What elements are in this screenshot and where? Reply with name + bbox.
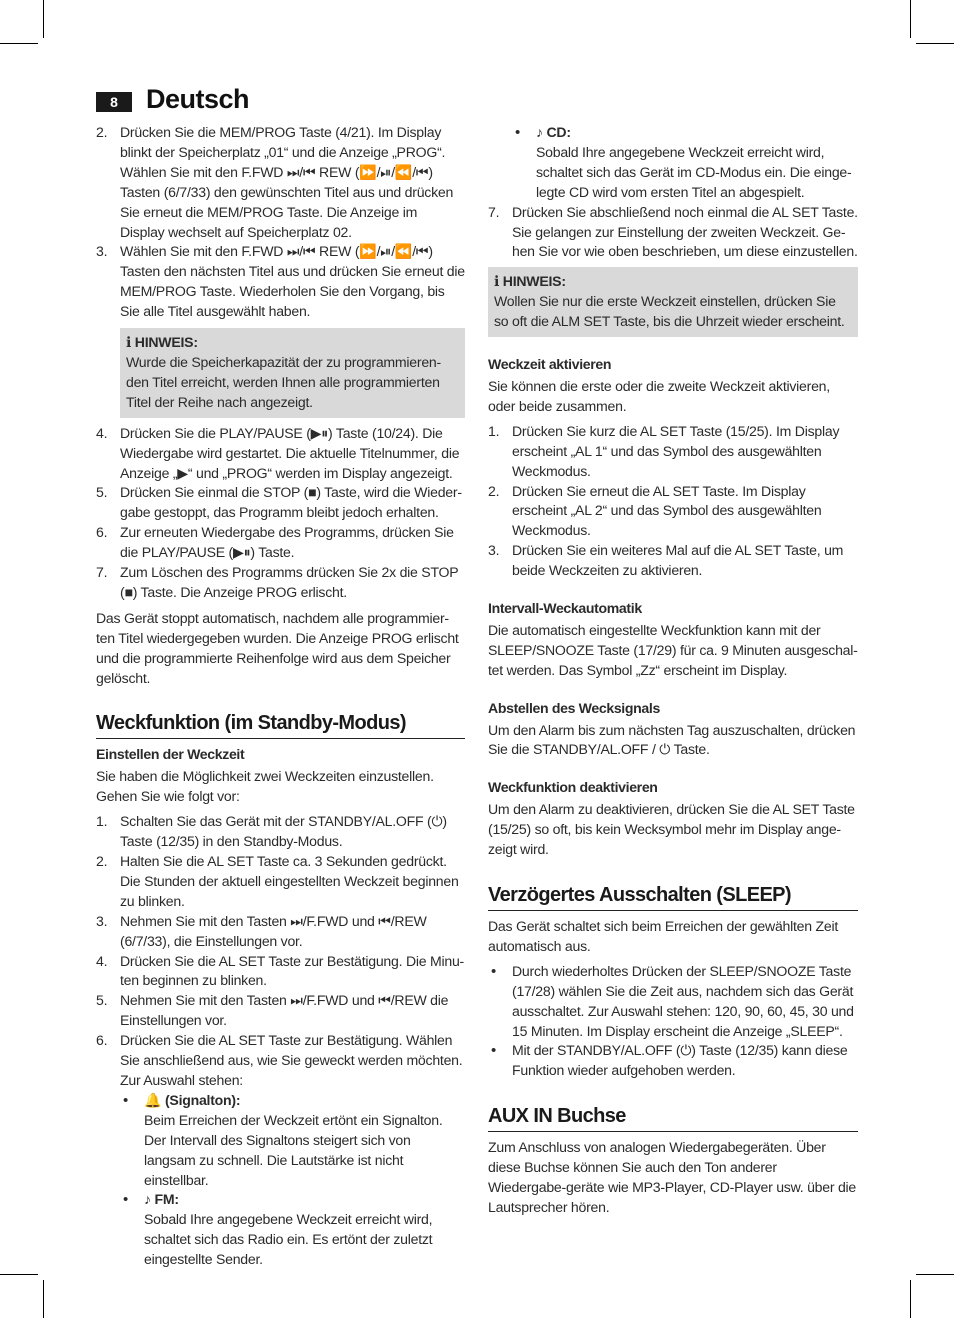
- hint-title: ℹ HINWEIS:: [126, 334, 198, 351]
- list-item: 3. Drücken Sie ein weiteres Mal auf die AL SET Taste, um beide Weckzeiten zu aktivieren.: [488, 542, 844, 579]
- paragraph: Sie haben die Möglichkeit zwei Weckzeiten einzustellen. Gehen Sie wie folgt vor:: [96, 768, 434, 805]
- info-icon: ℹ: [494, 273, 500, 290]
- bullet-list: [512, 123, 858, 203]
- bell-icon: 🔔: [144, 1091, 162, 1108]
- bullet-icon: •: [123, 1091, 129, 1109]
- crop-mark: [0, 1274, 38, 1275]
- list-item: 5. Drücken Sie einmal die STOP (■) Taste, wird die Wieder-gabe gestoppt, das Programm bleibt jedoch erhalten.: [96, 484, 462, 521]
- list-item: 7. Drücken Sie abschließend noch einmal die AL SET Taste. Sie gelangen zur Einstellung der zweiten Weckzeit. Ge-hen Sie vor wie oben beschrieben, um diese einzustellen.: [488, 203, 858, 260]
- list-item: 7. Zum Löschen des Programms drücken Sie 2x die STOP (■) Taste. Die Anzeige PROG erlischt.: [96, 564, 459, 600]
- hint-text: Wurde die Speicherkapazität der zu programmieren-den Titel erreicht, werden Ihnen alle programmierten Titel der Reihe nach angezeigt.: [126, 353, 441, 410]
- list-item: 3. Wählen Sie mit den F.FWD ⏭/⏮ REW (⏩/⏯/⏪/⏮) Tasten den nächsten Titel aus und drücken Sie erneut die MEM/PROG Taste. Wiederholen Sie den Vorgang, bis Sie alle Titel ausgewählt haben.: [96, 243, 465, 320]
- bullet-icon: •: [491, 962, 497, 980]
- list-item: 4. Drücken Sie die PLAY/PAUSE (▶⏸) Taste (10/24). Die Wiedergabe wird gestartet. Die aktuelle Titelnummer, die Anzeige „▶“ und „PROG“ werden im Display angezeigt.: [96, 424, 460, 481]
- list-item: • Durch wiederholtes Drücken der SLEEP/SNOOZE Taste (17/28) wählen Sie die Zeit aus, nachdem sich das Gerät ausschaltet. Zur Auswahl stehen: 120, 90, 60, 45, 30 und 15 Minuten. Im Display erscheint die Anzeige „SLEEP“.: [491, 962, 854, 1039]
- numbered-list: [96, 123, 465, 322]
- list-item: 3. Nehmen Sie mit den Tasten ⏭/F.FWD und ⏮/REW (6/7/33), die Einstellungen vor.: [96, 912, 427, 949]
- hint-box: [120, 328, 465, 418]
- hint-title: ℹ HINWEIS:: [494, 273, 566, 290]
- paragraph: Das Gerät stoppt automatisch, nachdem alle programmier-ten Titel wiedergegeben wurden. Die Anzeige PROG erlischt und die programmierte Reihenfolge wird aus dem Speicher gelöscht.: [96, 609, 459, 686]
- crop-mark: [916, 43, 954, 44]
- section-heading: Weckfunktion (im Standby-Modus): [96, 710, 465, 739]
- paragraph: Zum Anschluss von analogen Wiedergabegeräten. Über diese Buchse können Sie auch den Ton anderer Wiedergabe-geräte wie MP3-Player, CD-Player usw. über die Lautsprecher hören.: [488, 1139, 857, 1215]
- subheading: Weckfunktion deaktivieren: [488, 779, 658, 796]
- bullet-list: [120, 1091, 465, 1270]
- hint-text: Wollen Sie nur die erste Weckzeit einstellen, drücken Sie so oft die ALM SET Taste, bis die Uhrzeit wieder erscheint.: [494, 293, 845, 330]
- bullet-icon: •: [491, 1042, 497, 1060]
- list-item: • Mit der STANDBY/AL.OFF (⏻) Taste (12/35) kann diese Funktion wieder aufgehoben werden.: [491, 1042, 848, 1079]
- list-item: 1. Drücken Sie kurz die AL SET Taste (15/25). Im Display erscheint „AL 1“ und das Symbol des ausgewählten Weckmodus.: [488, 422, 840, 479]
- numbered-list: [488, 203, 858, 263]
- subheading: Intervall-Weckautomatik: [488, 600, 642, 617]
- list-item: • ♪ CD: Sobald Ihre angegebene Weckzeit erreicht wird, schaltet sich das Gerät im CD-Modus ein. Die einge-legte CD wird vom ersten Titel an abgespielt.: [515, 124, 852, 200]
- subheading: Abstellen des Wecksignals: [488, 699, 660, 716]
- page-number: 8: [96, 92, 132, 112]
- bullet-list: [488, 962, 858, 1081]
- list-item: 1. Schalten Sie das Gerät mit der STANDBY/AL.OFF (⏻) Taste (12/35) in den Standby-Modus.: [96, 813, 447, 850]
- list-item: 2. Drücken Sie die MEM/PROG Taste (4/21). Im Display blinkt der Speicherplatz „01“ und die Anzeige „PROG“. Wählen Sie mit den F.FWD ⏭/⏮ REW (⏩/⏯/⏪/⏮) Tasten (6/7/33) den gewünschten Titel aus und drücken Sie erneut die MEM/PROG Taste. Die Anzeige im Display wechselt auf Speicherplatz 02.: [96, 124, 454, 240]
- list-item: • 🔔 (Signalton): Beim Erreichen der Weckzeit ertönt ein Signalton. Der Intervall des Signaltons steigert sich von langsam zu schnell. Die Lautstärke ist nicht einstellbar.: [123, 1091, 443, 1188]
- paragraph: Um den Alarm bis zum nächsten Tag auszuschalten, drücken Sie die STANDBY/AL.OFF / ⏻ Taste.: [488, 721, 856, 758]
- hint-box: [488, 267, 858, 337]
- list-item: 4. Drücken Sie die AL SET Taste zur Bestätigung. Die Minu-ten beginnen zu blinken.: [96, 952, 464, 989]
- crop-mark: [43, 1280, 44, 1318]
- section-heading: Verzögertes Ausschalten (SLEEP): [488, 882, 858, 911]
- page-title: Deutsch: [146, 84, 250, 114]
- numbered-list: [96, 424, 465, 603]
- crop-mark: [910, 1280, 911, 1318]
- subheading: Weckzeit aktivieren: [488, 356, 612, 373]
- info-icon: ℹ: [126, 334, 132, 351]
- list-item: 5. Nehmen Sie mit den Tasten ⏭/F.FWD und ⏮/REW die Einstellungen vor.: [96, 992, 449, 1029]
- crop-mark: [910, 0, 911, 38]
- paragraph: Die automatisch eingestellte Weckfunktion kann mit der SLEEP/SNOOZE Taste (17/29) für ca. 9 Minuten ausgeschal-tet werden. Das Symbol „Zz“ erscheint im Display.: [488, 621, 858, 678]
- bullet-icon: •: [515, 124, 521, 141]
- list-item: 6. Drücken Sie die AL SET Taste zur Bestätigung. Wählen Sie anschließend aus, wie Sie geweckt werden möchten. Zur Auswahl stehen:: [96, 1032, 463, 1088]
- paragraph: Sie können die erste oder die zweite Weckzeit aktivieren, oder beide zusammen.: [488, 377, 830, 414]
- list-item: 2. Drücken Sie erneut die AL SET Taste. Im Display erscheint „AL 2“ und das Symbol des ausgewählten Weckmodus.: [488, 482, 822, 539]
- numbered-list: [488, 422, 858, 581]
- numbered-list: [96, 812, 465, 1091]
- music-note-icon: ♪: [536, 124, 543, 140]
- crop-mark: [43, 0, 44, 38]
- bullet-icon: •: [123, 1191, 129, 1209]
- list-item: • ♪ FM: Sobald Ihre angegebene Weckzeit erreicht wird, schaltet sich das Radio ein. Es ertönt der zuletzt eingestellte Sender.: [123, 1191, 433, 1268]
- list-item: 6. Zur erneuten Wiedergabe des Programms, drücken Sie die PLAY/PAUSE (▶⏸) Taste.: [96, 524, 454, 561]
- paragraph: Um den Alarm zu deaktivieren, drücken Sie die AL SET Taste (15/25) so oft, bis kein Wecksymbol mehr im Display ange-zeigt wird.: [488, 801, 855, 858]
- right-column: [488, 123, 858, 1218]
- paragraph: Das Gerät schaltet sich beim Erreichen der gewählten Zeit automatisch aus.: [488, 918, 839, 954]
- list-item: 2. Halten Sie die AL SET Taste ca. 3 Sekunden gedrückt. Die Stunden der aktuell eingestellten Weckzeit beginnen zu blinken.: [96, 853, 459, 909]
- music-note-icon: ♪: [144, 1191, 151, 1208]
- left-column: [96, 123, 465, 1270]
- subheading: Einstellen der Weckzeit: [96, 746, 245, 763]
- crop-mark: [916, 1274, 954, 1275]
- crop-mark: [0, 43, 38, 44]
- section-heading: AUX IN Buchse: [488, 1103, 858, 1132]
